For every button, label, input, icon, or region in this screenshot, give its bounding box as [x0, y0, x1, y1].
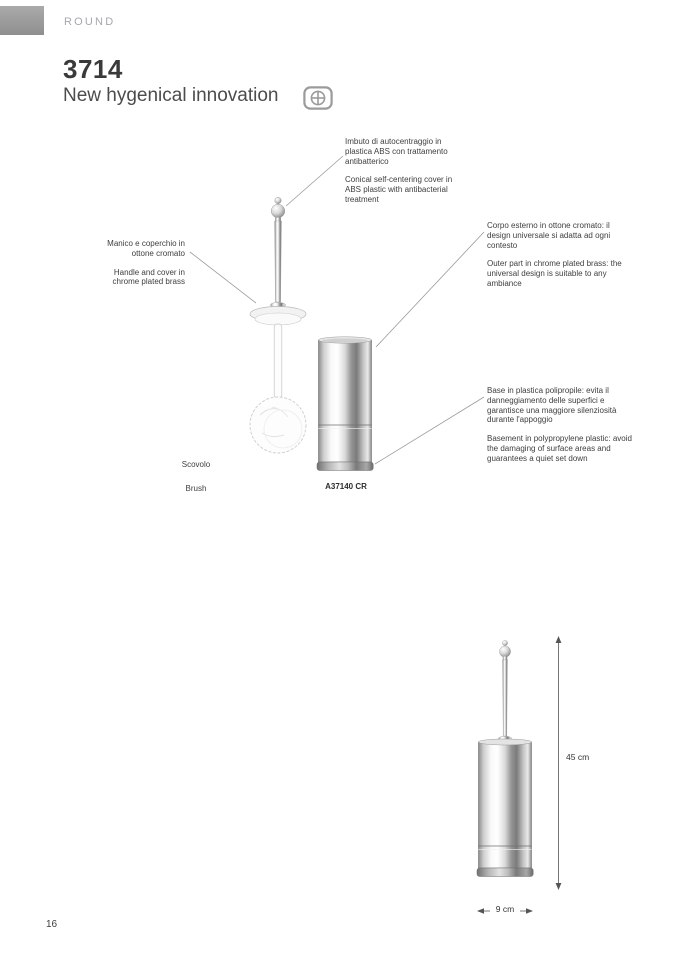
arrow-left-icon	[477, 908, 484, 914]
product-code: A37140 CR	[325, 482, 367, 491]
annotation-body	[487, 221, 635, 298]
callout-line-base	[375, 397, 484, 464]
handle-neck	[275, 218, 281, 222]
page-title: New hygenical innovation	[63, 85, 279, 106]
annotation-body-it: Corpo esterno in ottone cromato: il design universale si adatta ad ogni contesto	[487, 221, 611, 250]
container-cylinder	[318, 340, 371, 462]
dim-neck	[503, 657, 507, 660]
annotation-body-en: Outer part in chrome plated brass: the universal design is suitable to any ambiance	[487, 259, 622, 288]
finial-knob	[275, 197, 281, 203]
dim-finial	[502, 640, 507, 645]
container-body	[317, 337, 373, 471]
handle-ball	[271, 204, 285, 218]
brush-head	[250, 397, 306, 453]
corner-tab	[0, 6, 44, 35]
width-dimension-label: 9 cm	[495, 904, 515, 914]
annotation-handle-en: Handle and cover in chrome plated brass	[112, 267, 185, 287]
annotation-funnel-it: Imbuto di autocentraggio in plastica ABS con trattamento antibatterico	[345, 137, 448, 166]
dimension-drawing	[477, 640, 533, 876]
arrow-right-icon	[526, 908, 533, 914]
dim-rod	[503, 660, 508, 737]
product-number: 3714	[63, 54, 123, 84]
page-number: 16	[46, 919, 58, 930]
annotation-handle-it: Manico e coperchio in ottone cromato	[107, 239, 185, 258]
annotation-funnel	[345, 137, 455, 214]
arrow-down-icon	[556, 883, 562, 890]
dim-ball	[499, 646, 510, 657]
annotation-base	[487, 386, 639, 472]
callout-line-funnel	[286, 156, 343, 206]
dim-base	[477, 868, 533, 877]
container-base	[317, 462, 373, 471]
annotation-base-en: Basement in polypropylene plastic: avoid the damaging of surface areas and guarantees a quiet set down	[487, 434, 632, 463]
annotation-funnel-en: Conical self-centering cover in ABS plastic with antibacterial treatment	[345, 175, 453, 204]
section-label: ROUND	[64, 16, 116, 28]
annotation-base-it: Base in plastica polipropile: evita il danneggiamento delle superfici e garantisce una maggiore silenziosità durante l'appoggio	[487, 386, 617, 425]
brush-stem	[274, 324, 282, 398]
container-opening	[323, 339, 368, 343]
callout-line-handle	[190, 252, 256, 303]
circle-cross-hygiene-icon	[303, 86, 333, 110]
dim-rim	[478, 739, 531, 745]
brush-label-it: Scovolo	[181, 460, 211, 469]
arrow-up-icon	[556, 636, 562, 643]
handle-rod	[275, 221, 282, 302]
cover-skirt	[255, 313, 301, 325]
height-dimension-label: 45 cm	[566, 752, 590, 762]
brush-assembly	[250, 197, 306, 453]
annotation-handle	[88, 239, 185, 296]
brush-label-en: Brush	[185, 484, 207, 493]
callout-line-body	[376, 232, 484, 347]
